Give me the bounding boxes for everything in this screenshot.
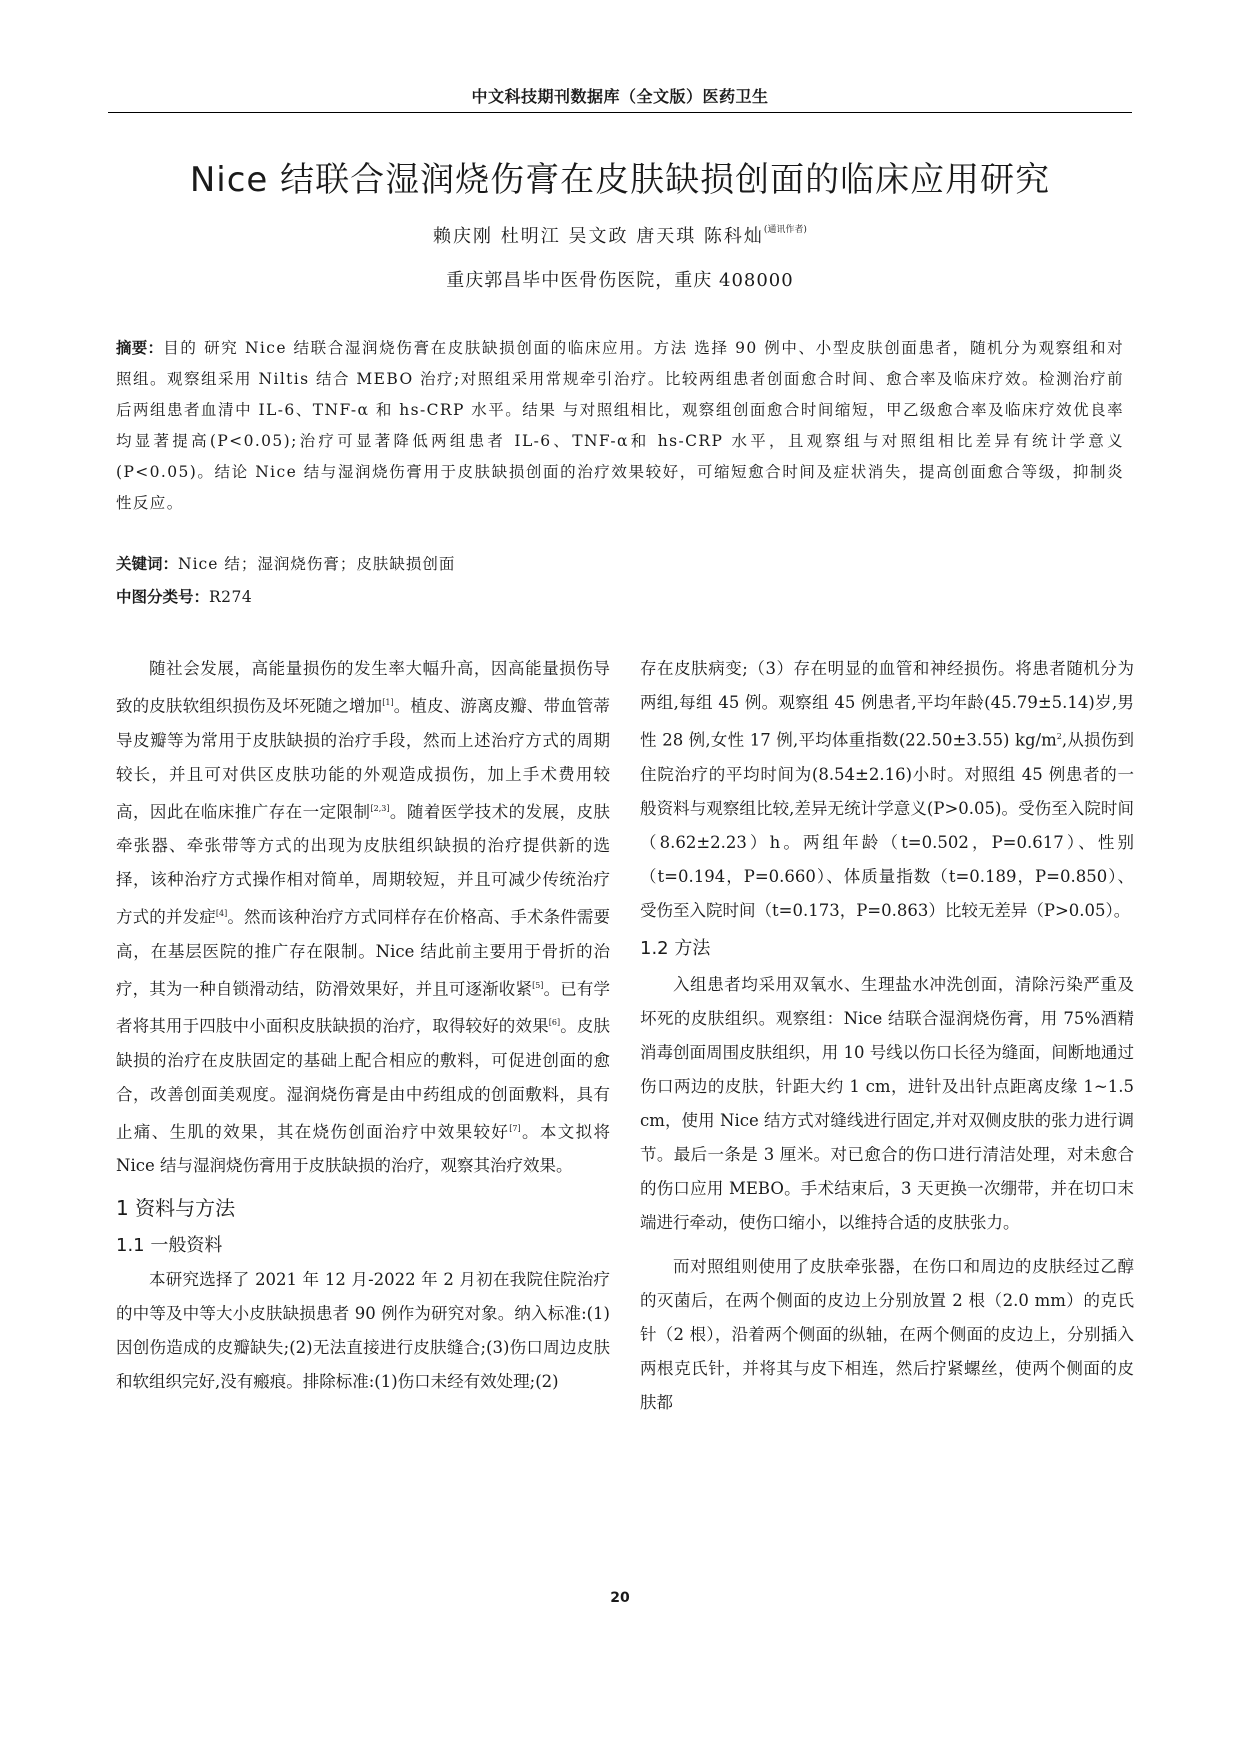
section-heading-1-2: 1.2 方法 — [640, 937, 711, 959]
classification-text: R274 — [209, 588, 253, 606]
author-list — [108, 222, 1132, 248]
citation-ref: [5] — [532, 980, 544, 990]
abstract-label: 摘要： — [116, 339, 164, 357]
abstract-text: 目的 研究 Nice 结联合湿润烧伤膏在皮肤缺损创面的临床应用。方法 选择 90 例中、小型皮肤创面患者，随机分为观察组和对照组。观察组采用 Niltis 结合 MEBO 治疗;对照组采用常规牵引治疗。比较两组患者创面愈合时间、愈合率及临床疗效。检测治疗前后两组患者血清中 IL-6、TNF-α 和 hs-CRP 水平。结果 与对照组相比，观察组创面愈合时间缩短，甲乙级愈合率及临床疗效优良率均显著提高(P<0.05);治疗可显著降低两组患者 IL-6、TNF-α和 hs-CRP 水平，且观察组与对照组相比差异有统计学意义(P<0.05)。结论 Nice 结与湿润烧伤膏用于皮肤缺损创面的治疗效果较好，可缩短愈合时间及症状消失，提高创面愈合等级，抑制炎性反应。 — [116, 339, 1124, 512]
intro-paragraph: 随社会发展，高能量损伤的发生率大幅升高，因高能量损伤导致的皮肤软组织损伤及坏死随之增加[1]。植皮、游离皮瓣、带血管蒂导皮瓣等为常用于皮肤缺损的治疗手段，然而上述治疗方式的周期较长，并且可对供区皮肤功能的外观造成损伤，加上手术费用较高，因此在临床推广存在一定限制[2,3]。随着医学技术的发展，皮肤牵张器、牵张带等方式的出现为皮肤组织缺损的治疗提供新的选择，该种治疗方式操作相对简单，周期较短，并且可减少传统治疗方式的并发症[4]。然而该种治疗方式同样存在价格高、手术条件需要高，在基层医院的推广存在限制。Nice 结此前主要用于骨折的治疗，其为一种自锁滑动结，防滑效果好，并且可逐渐收紧[5]。已有学者将其用于四肢中小面积皮肤缺损的治疗，取得较好的效果[6]。皮肤缺损的治疗在皮肤固定的基础上配合相应的敷料，可促进创面的愈合，改善创面美观度。湿润烧伤膏是由中药组成的创面敷料，具有止痛、生肌的效果，其在烧伤创面治疗中效果较好[7]。本文拟将 Nice 结与湿润烧伤膏用于皮肤缺损的治疗，观察其治疗效果。 — [116, 659, 611, 1175]
classification-number — [116, 585, 252, 607]
classification-label: 中图分类号： — [116, 588, 210, 606]
superscript-2: 2 — [1056, 732, 1062, 741]
method-paragraph: 入组患者均采用双氧水、生理盐水冲洗创面，清除污染严重及坏死的皮肤组织。观察组：Nice 结联合湿润烧伤膏，用 75%酒精消毒创面周围皮肤组织，用 10 号线以伤口长径为缝面，间断地通过伤口两边的皮肤，针距大约 1 cm，进针及出针点距离皮缘 1~1.5 cm，使用 Nice 结方式对缝线进行固定,并对双侧皮肤的张力进行调节。最后一条是 3 厘米。对已愈合的伤口进行清洁处理，对未愈合的伤口应用 MEBO。手术结束后，3 天更换一次绷带，并在切口末端进行牵动，使伤口缩小，以维持合适的皮肤张力。 — [640, 974, 1134, 1232]
section-heading-1-1: 1.1 一般资料 — [116, 1235, 223, 1256]
general-info-continued: 存在皮肤病变;（3）存在明显的血管和神经损伤。将患者随机分为两组,每组 45 例。观察组 45 例患者,平均年龄(45.79±5.14)岁,男性 28 例,女性 17 例,平均体重指数(22.50±3.55) $kg/m^2$,从损伤到住院治疗的平均时间为(8.54±2.16)小时。对照组 45 例患者的一般资料与观察组比较,差异无统计学意义(P>0.05)。受伤至入院时间（8.62±2.23）h。两组年龄（t=0.502，P=0.617）、性别（t=0.194，P=0.660）、体质量指数（t=0.189，P=0.850）、受伤至入院时间（t=0.173，P=0.863）比较无差异（P>0.05）。 — [640, 659, 1134, 920]
abstract — [116, 333, 1124, 519]
section-heading-1: 1 资料与方法 — [116, 1196, 236, 1220]
citation-ref: [6] — [548, 1018, 561, 1027]
keywords-text: Nice 结；湿润烧伤膏；皮肤缺损创面 — [178, 555, 456, 573]
header-rule — [108, 112, 1132, 113]
control-method-paragraph: 而对照组则使用了皮肤牵张器，在伤口和周边的皮肤经过乙醇的灭菌后，在两个侧面的皮边上分别放置 2 根（2.0 mm）的克氏针（2 根），沿着两个侧面的纵轴，在两个侧面的皮边上，分别插入两根克氏针，并将其与皮下相连，然后拧紧螺丝，使两个侧面的皮肤都 — [640, 1256, 1134, 1412]
corresponding-author-mark: (通讯作者) — [763, 225, 807, 235]
general-info-paragraph: 本研究选择了 2021 年 12 月-2022 年 2 月初在我院住院治疗的中等及中等大小皮肤缺损患者 90 例作为研究对象。纳入标准:(1)因创伤造成的皮瓣缺失;(2)无法直接进行皮肤缝合;(3)伤口周边皮肤和软组织完好,没有瘢痕。排除标准:(1)伤口未经有效处理;(2) — [116, 1270, 610, 1391]
citation-ref: [1] — [382, 698, 394, 707]
article-title: Nice 结联合湿润烧伤膏在皮肤缺损创面的临床应用研究 — [189, 160, 1051, 200]
author-names: 赖庆刚 杜明江 吴文政 唐天琪 陈科灿 — [433, 226, 764, 247]
keywords-label: 关键词： — [116, 555, 179, 573]
page-number: 20 — [610, 1590, 630, 1606]
body-column-left — [116, 652, 610, 1399]
keywords — [116, 552, 455, 574]
citation-ref: [2,3] — [370, 803, 390, 813]
citation-ref: [4] — [215, 909, 228, 918]
body-column-right — [640, 652, 1134, 1420]
running-head: 中文科技期刊数据库（全文版）医药卫生 — [471, 87, 769, 106]
affiliation: 重庆郭昌毕中医骨伤医院，重庆 408000 — [446, 270, 794, 291]
citation-ref: [7] — [509, 1123, 521, 1133]
